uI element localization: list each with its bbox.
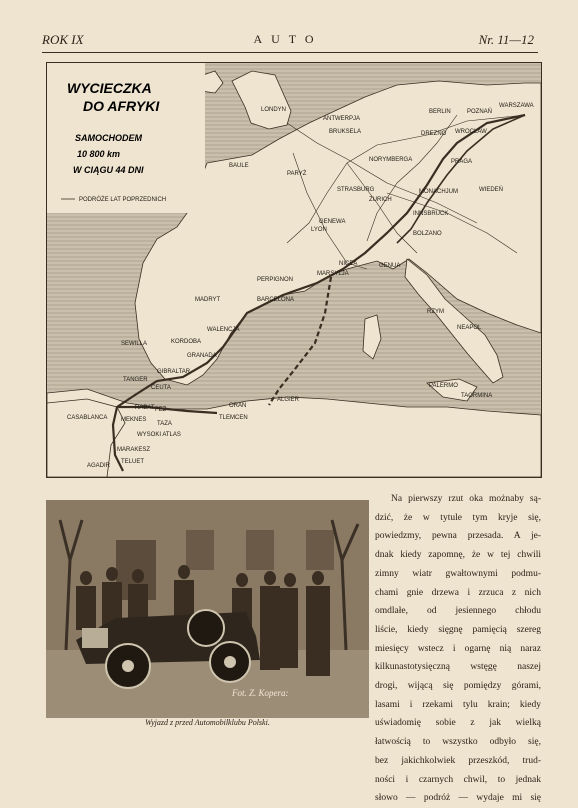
city-label: DREZNO [421, 131, 447, 137]
city-label: TANGER [123, 377, 148, 383]
city-label: INNSBRUCK [413, 211, 449, 217]
city-label: ORAN [229, 403, 247, 409]
city-label: LYON [311, 227, 327, 233]
article-line: dzić, że w tytule tym kryje się, [375, 512, 541, 523]
route-map [46, 62, 542, 478]
issue-number: Nr. 11—12 [478, 32, 534, 47]
city-label: BRUKSELA [329, 129, 362, 135]
article-line: Na pierwszy rzut oka możnaby są- [391, 494, 541, 504]
article-line: bez jakichkolwiek przeszkód, trud- [375, 755, 541, 766]
volume-label: ROK IX [42, 32, 84, 47]
departure-photo [46, 500, 369, 718]
map-title-1: WYCIECZKA [67, 80, 152, 96]
city-label: ALGIER [277, 397, 300, 403]
photo-svg [46, 500, 369, 718]
city-label: WIEDEŃ [479, 187, 503, 193]
map-subtitle-3: W CIĄGU 44 DNI [73, 165, 144, 175]
city-label: BARCELONA [257, 297, 295, 303]
article-line: liście, kiedy sięgnę pamięcią szereg [375, 624, 541, 635]
city-label: WALENCJA [207, 327, 240, 333]
city-label: NICEA [339, 261, 358, 267]
city-label: GRANADA [187, 353, 217, 359]
city-label: TAZA [157, 421, 172, 427]
city-label: MONACHJUM [419, 189, 458, 195]
city-label: LONDYN [261, 107, 287, 113]
city-label: WROCŁAW [455, 129, 487, 135]
article-line: miesięcy wstecz i ogarnę nią naraz [375, 643, 541, 654]
city-label: PALERMO [429, 383, 458, 389]
city-label: SEWILLA [121, 341, 148, 347]
article-text [375, 490, 541, 808]
article-line: zimny wiatr gwałtownymi podmu- [375, 568, 541, 579]
city-label: GENUA [379, 263, 401, 269]
article-line: ności i czarnych chwil, to jednak [375, 774, 541, 785]
city-label: ANTWERPJA [323, 116, 361, 122]
city-label: TAORMINA [461, 393, 493, 399]
article-line: słowo — podróż — wydaje mi się [375, 793, 541, 804]
map-legend: PODRÓŻE LAT POPRZEDNICH [79, 197, 167, 203]
region-label: WYSOKI ATLAS [137, 432, 181, 438]
photo-caption: Wyjazd z przed Automobilklubu Polski. [145, 718, 270, 727]
city-label: MADRYT [195, 297, 221, 303]
photo-credit: Fot. Z. Kopera: [232, 688, 289, 698]
article-line: uświadomię sobie z jak wielką [375, 718, 541, 729]
header-rule [42, 52, 538, 53]
city-label: MARSYLJA [317, 271, 349, 277]
city-label: MEKNES [121, 417, 147, 423]
article-line: dnak kiedy zapomnę, że w tej chwili [375, 550, 541, 561]
article-line: powiedzmy, pewna przesada. A je- [375, 531, 541, 542]
city-label: RABAT [135, 405, 155, 411]
city-label: GIBRALTAR [157, 369, 191, 375]
city-label: KORDOBA [171, 339, 202, 345]
article-line: kilkunastotysięczną wstęgę naszej [375, 662, 541, 673]
city-label: GENEWA [319, 219, 346, 225]
city-label: PERPIGNON [257, 277, 294, 283]
map-title-2: DO AFRYKI [83, 98, 160, 114]
city-label: MARAKESZ [117, 447, 151, 453]
article-line: drogi, wijącą się pomiędzy górami, [375, 681, 541, 692]
article-line: omdlałe, od jesiennego chłodu [375, 606, 541, 617]
city-label: POZNAŃ [467, 109, 493, 115]
city-label: CASABLANCA [67, 415, 108, 421]
city-label: NEAPOL [457, 325, 482, 331]
city-label: PRAGA [451, 159, 473, 165]
article-line: chami gnie drzewa i zrzuca z nich [375, 587, 541, 598]
city-label: BOLZANO [413, 231, 442, 237]
city-label: CEUTA [151, 385, 171, 391]
city-label: BERLIN [429, 109, 451, 115]
city-label: BAULE [229, 163, 249, 169]
map-subtitle-1: SAMOCHODEM [75, 133, 142, 143]
city-label: TLEMCEN [219, 415, 248, 421]
city-label: RZYM [427, 309, 444, 315]
city-label: NORYMBERGA [369, 157, 413, 163]
city-label: ZURICH [369, 197, 392, 203]
magazine-title: AUTO [253, 32, 323, 46]
city-label: AGADIR [87, 463, 111, 469]
map-svg [47, 63, 541, 477]
page-header [42, 32, 534, 48]
map-subtitle-2: 10 800 km [77, 149, 121, 159]
city-label: FEZ [155, 407, 167, 413]
city-label: WARSZAWA [499, 103, 534, 109]
city-label: TELUET [121, 459, 145, 465]
city-label: STRASBURG [337, 187, 375, 193]
article-line: łatwością to wszystko odbyło się, [375, 737, 541, 748]
article-line: lasami i rzekami tylu krain; kiedy [375, 699, 541, 710]
city-label: PARYŻ [287, 171, 307, 177]
